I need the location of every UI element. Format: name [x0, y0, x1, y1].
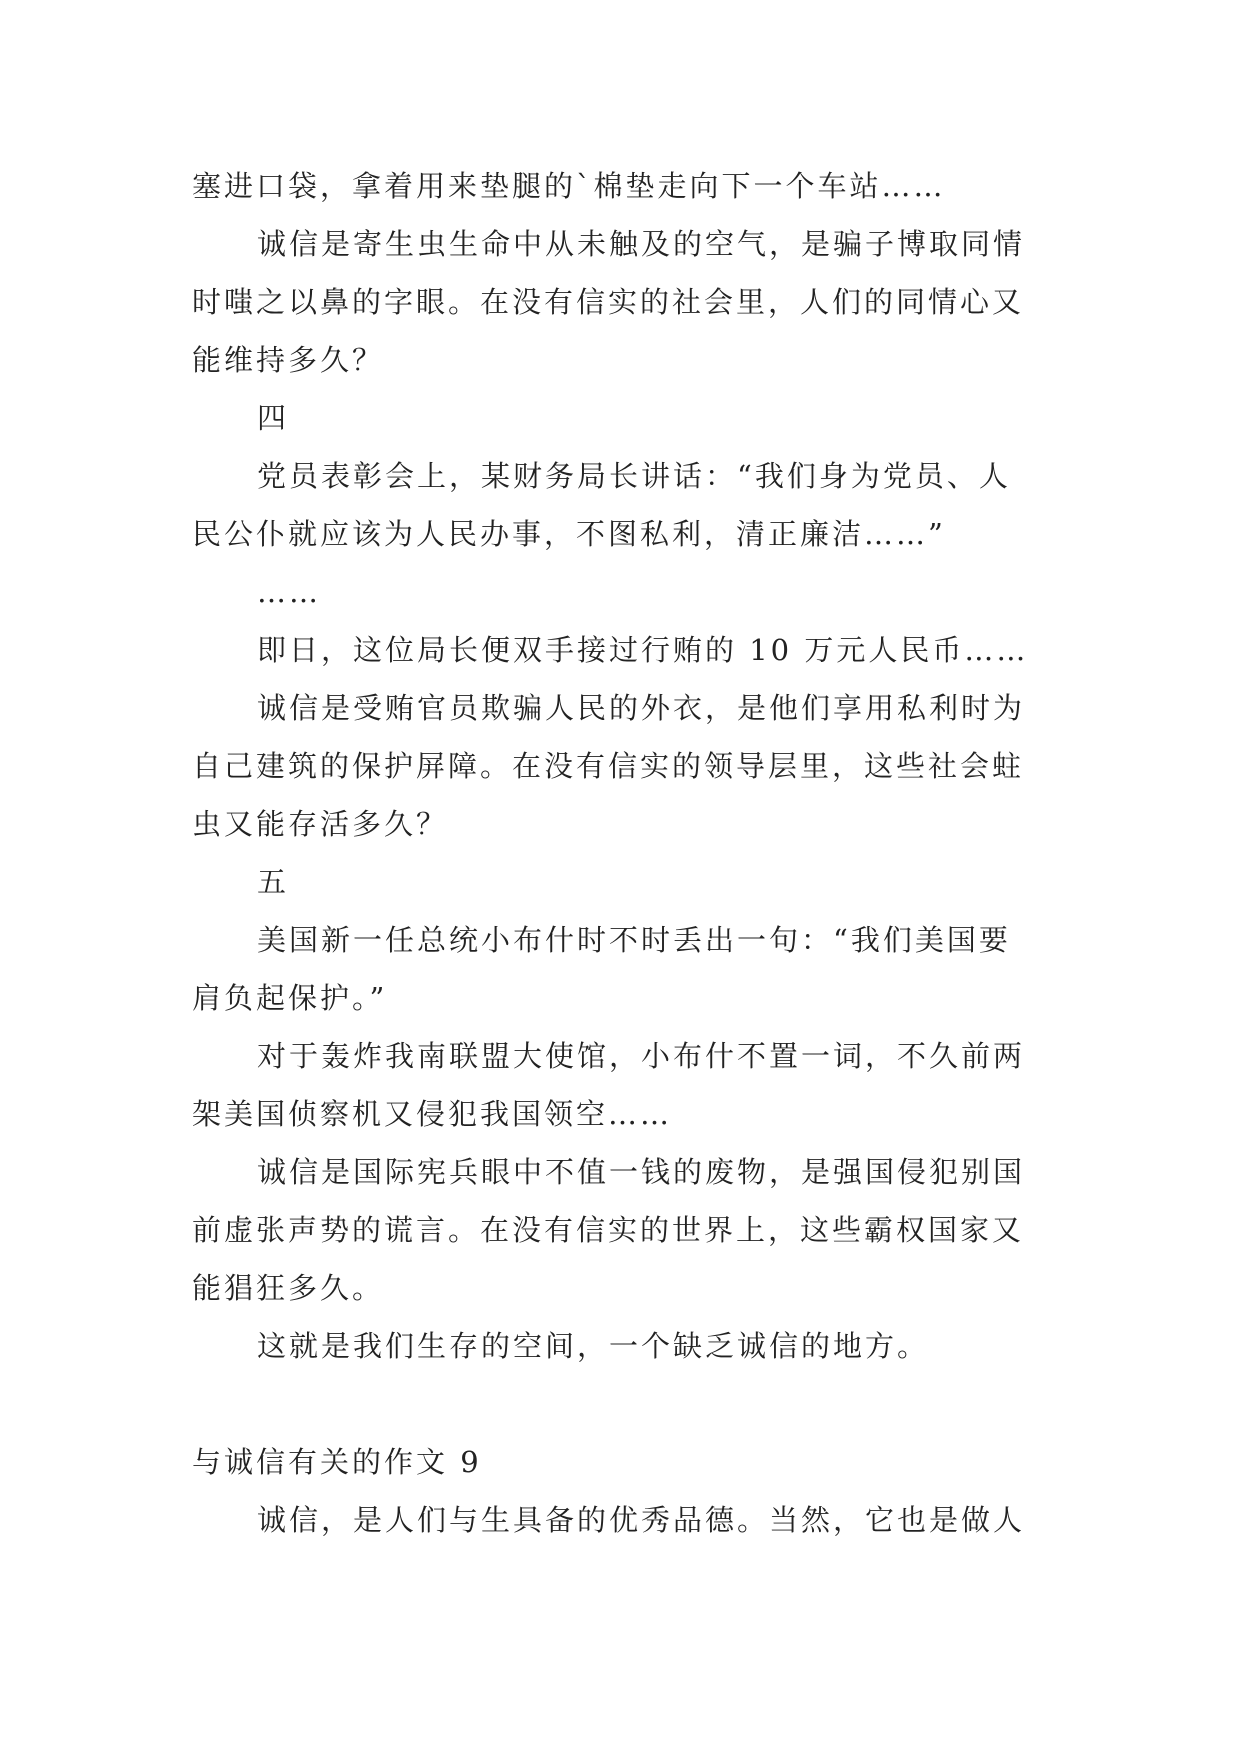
text-line: 民公仆就应该为人民办事，不图私利，清正廉洁……”	[192, 517, 946, 551]
text-line: 党员表彰会上，某财务局长讲话：“我们身为党员、人	[257, 459, 1011, 493]
text-line: 时嗤之以鼻的字眼。在没有信实的社会里，人们的同情心又	[192, 285, 1025, 319]
text-line: 对于轰炸我南联盟大使馆，小布什不置一词，不久前两	[257, 1039, 1026, 1073]
text-line: 诚信是国际宪兵眼中不值一钱的废物，是强国侵犯别国	[257, 1155, 1026, 1189]
text-line: 塞进口袋，拿着用来垫腿的`棉垫走向下一个车站……	[192, 169, 946, 203]
text-line: 诚信是寄生虫生命中从未触及的空气，是骗子博取同情	[257, 227, 1026, 261]
text-line: 虫又能存活多久？	[192, 807, 449, 841]
text-line: 前虚张声势的谎言。在没有信实的世界上，这些霸权国家又	[192, 1213, 1025, 1247]
text-line: 能维持多久？	[192, 343, 385, 377]
text-line: 即日，这位局长便双手接过行贿的 10 万元人民币……	[257, 633, 1029, 667]
text-line: 肩负起保护。”	[192, 981, 388, 1015]
text-line: ……	[257, 575, 321, 609]
text-line: 诚信，是人们与生具备的优秀品德。当然，它也是做人	[257, 1503, 1026, 1537]
section-number: 五	[257, 865, 290, 899]
text-line: 自己建筑的保护屏障。在没有信实的领导层里，这些社会蛀	[192, 749, 1025, 783]
text-line: 诚信是受贿官员欺骗人民的外衣，是他们享用私利时为	[257, 691, 1026, 725]
text-line: 美国新一任总统小布什时不时丢出一句：“我们美国要	[257, 923, 1011, 957]
text-line: 能猖狂多久。	[192, 1271, 385, 1305]
text-line: 这就是我们生存的空间，一个缺乏诚信的地方。	[257, 1329, 930, 1363]
essay-heading: 与诚信有关的作文 9	[192, 1445, 482, 1479]
section-number: 四	[257, 401, 290, 435]
text-line: 架美国侦察机又侵犯我国领空……	[192, 1097, 673, 1131]
